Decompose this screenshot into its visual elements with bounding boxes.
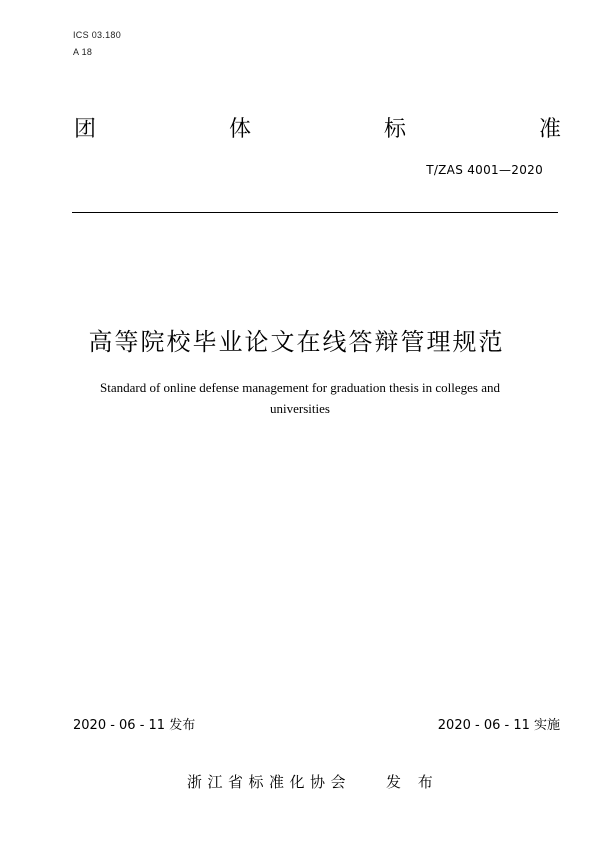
title-chinese-block xyxy=(0,327,600,357)
title-english: Standard of online defense management for graduation thesis in colleges and universities xyxy=(100,380,500,416)
issue-date: 2020 - 06 - 11 发布 xyxy=(73,718,196,733)
title-chinese: 高等院校毕业论文在线答辩管理规范 xyxy=(88,328,505,356)
doc-type-char: 体 xyxy=(228,117,251,142)
standard-number: T/ZAS 4001—2020 xyxy=(426,163,543,177)
header-divider xyxy=(72,212,558,213)
publisher-name: 浙江省标准化协会 xyxy=(187,773,352,791)
document-type-heading xyxy=(74,117,561,143)
doc-type-char: 准 xyxy=(538,117,561,142)
publish-label: 发 布 xyxy=(386,773,439,791)
ics-code: ICS 03.180 xyxy=(73,30,122,40)
doc-type-char: 标 xyxy=(383,117,406,142)
ccs-code: A 18 xyxy=(73,47,93,57)
implementation-date: 2020 - 06 - 11 实施 xyxy=(437,718,560,733)
doc-type-char: 团 xyxy=(74,117,97,142)
